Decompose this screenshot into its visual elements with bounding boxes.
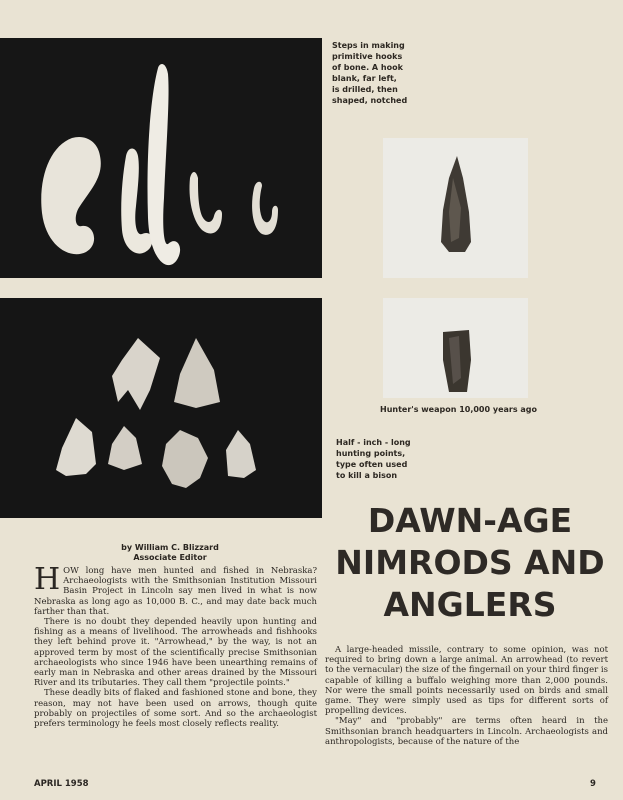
bone-hooks-image	[0, 38, 322, 278]
paragraph-2: There is no doubt they depended heavily upon hunting and fishing as a means of livelihood. The arrowheads and fishhooks they left behind prove it. "Arrowhead," by the way, is not an approved term by most of the scientifically precise Smithsonian archaeologists who since 1946 have been unearthing remains of early man in Nebraska and other areas drained by the Missouri River and its tributaries. They call them "projectile points."	[34, 617, 317, 689]
spear-base-photo	[383, 298, 528, 398]
paragraph-1: HOW long have men hunted and fished in Nebraska? Archaeologists with the Smithsonian Institution Missouri Basin Project in Lincoln say men lived in what is now Nebraska as long ago as 10,000 B. C., and may date back much farther than that.	[34, 562, 317, 617]
spear-point-photo	[383, 138, 528, 278]
article-column-1	[34, 562, 317, 730]
weapon-caption: Hunter's weapon 10,000 years ago	[380, 405, 538, 414]
headline-line-2: NIMRODS AND	[335, 543, 605, 582]
hunting-points-image	[0, 298, 322, 518]
spear-point-image	[383, 138, 528, 278]
issue-date: APRIL 1958	[34, 779, 89, 789]
points-caption: Half - inch - long hunting points, type often used to kill a bison	[336, 438, 411, 480]
byline-author: by William C. Blizzard	[121, 543, 219, 552]
spear-base-image	[383, 298, 528, 398]
paragraph-4: A large-headed missile, contrary to some opinion, was not required to bring down a large animal. An arrowhead (to revert to the vernacular) the size of the fingernail on your third finger is capable of killing a buffalo weighing more than 2,000 pounds. Nor were the small points necessarily used on birds and small game. They were simply used as tips for different sorts of propelling devices.	[325, 645, 608, 717]
article-column-2	[325, 645, 608, 747]
hunting-points-photo	[0, 298, 322, 518]
byline-role: Associate Editor	[133, 553, 207, 562]
headline-line-1: DAWN-AGE	[367, 501, 573, 540]
drop-cap: H	[34, 562, 61, 597]
page-number: 9	[590, 779, 596, 789]
bone-hooks-photo	[0, 38, 322, 278]
article-headline	[335, 500, 605, 626]
hooks-caption: Steps in making primitive hooks of bone. A hook blank, far left, is drilled, then shaped, notched	[332, 41, 408, 105]
paragraph-3: These deadly bits of flaked and fashioned stone and bone, they reason, may not have been used on arrows, though quite probably on projectiles of some sort. And so the archaeologist prefers terminology he feels most closely reflects reality.	[34, 688, 317, 730]
paragraph-5: "May" and "probably" are terms often heard in the Smithsonian branch headquarters in Lincoln. Archaeologists and anthropologists, because of the nature of the	[325, 716, 608, 747]
headline-line-3: ANGLERS	[383, 585, 557, 624]
